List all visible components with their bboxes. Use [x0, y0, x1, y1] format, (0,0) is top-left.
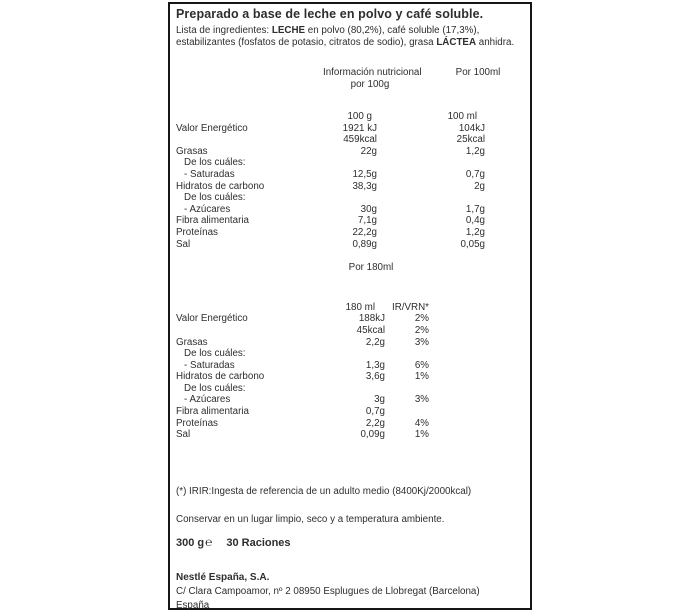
row-value-180ml: 45kcal [356, 324, 385, 336]
column-header-row [170, 111, 530, 123]
nutrition-header-line2: por 100g [350, 78, 390, 90]
column-header-100g: 100 g [347, 111, 372, 122]
nutrition-header-180ml: Por 180ml [348, 262, 394, 274]
row-label: Sal [176, 429, 191, 441]
row-value-180ml: 2,2g [365, 336, 385, 348]
row-value-180ml: 188kJ [358, 313, 385, 325]
row-value-100ml: 1,2g [465, 226, 485, 238]
row-value-100ml: 0,05g [460, 238, 485, 250]
row-value-180ml: 1,3g [365, 359, 385, 371]
row-label: De los cuáles: [184, 192, 246, 204]
label-border-box [168, 2, 532, 610]
row-value-100g: 12,5g [352, 168, 377, 180]
row-label: De los cuáles: [184, 382, 246, 394]
nutrition-header-line1: Información nutricional [323, 67, 422, 78]
row-label [176, 134, 287, 146]
table-row [170, 227, 530, 239]
manufacturer-address: C/ Clara Campoamor, nº 2 08950 Esplugues de Llobregat (Barcelona) [176, 585, 480, 597]
row-label: Valor Energético [176, 122, 248, 134]
row-value-180ml: 2,2g [365, 417, 385, 429]
table-row [170, 146, 530, 158]
table-row [170, 383, 530, 395]
row-value-180ml: 3,6g [365, 371, 385, 383]
row-label: - Azúcares [184, 394, 231, 406]
nutrition-header-100g [170, 67, 530, 90]
row-label: De los cuáles: [184, 157, 246, 169]
row-label: - Azúcares [184, 203, 231, 215]
table-row [170, 406, 530, 418]
table-row [170, 313, 530, 325]
row-label: Hidratos de carbono [176, 180, 265, 192]
row-value-180ml: 0,09g [360, 429, 385, 441]
table-row [170, 134, 530, 146]
nutrition-header-per-100ml: Por 100ml [455, 67, 501, 78]
row-label: De los cuáles: [184, 348, 246, 360]
table-row [170, 181, 530, 193]
column-header-100ml: 100 ml [447, 111, 477, 122]
product-title: Preparado a base de leche en polvo y café soluble. [176, 7, 484, 21]
manufacturer-country: España [176, 599, 210, 611]
manufacturer-block [176, 571, 524, 613]
row-value-100g: 7,1g [357, 215, 377, 227]
row-value-100g: 38,3g [352, 180, 377, 192]
table-row [170, 192, 530, 204]
table-row [170, 394, 530, 406]
row-value-100ml: 0,7g [465, 168, 485, 180]
column-header-row [170, 302, 530, 314]
table-row [170, 360, 530, 372]
row-label: Proteínas [176, 226, 218, 238]
row-label: Hidratos de carbono [176, 371, 265, 383]
row-value-irvrn: 1% [414, 429, 429, 441]
ingredient-lactea: LÁCTEA [436, 37, 477, 48]
manufacturer-name: Nestlé España, S.A. [176, 571, 270, 583]
row-value-irvrn: 2% [414, 313, 429, 325]
row-value-irvrn [385, 406, 429, 418]
nutrition-table-180ml [170, 302, 530, 441]
servings-count: 30 Raciones [226, 536, 291, 549]
row-value-100ml: 2g [474, 180, 485, 192]
row-value-100g: 1921 kJ [342, 122, 377, 134]
table-row [170, 169, 530, 181]
row-value-irvrn: 3% [414, 336, 429, 348]
row-value-irvrn: 6% [414, 359, 429, 371]
row-value-100ml: 1,2g [465, 145, 485, 157]
table-row [170, 325, 530, 337]
ingredients-text [176, 25, 522, 49]
table-row [170, 337, 530, 349]
row-value-180ml: 0,7g [365, 406, 385, 418]
row-label: - Saturadas [184, 168, 235, 180]
row-value-100g: 22g [360, 145, 377, 157]
row-value-100ml: 104kJ [458, 122, 485, 134]
row-value-100g: 22,2g [352, 226, 377, 238]
row-value-100ml: 25kcal [456, 134, 485, 146]
estimated-sign: ℮ [205, 534, 213, 549]
row-value-100g: 30g [360, 203, 377, 215]
net-weight-line [176, 536, 524, 550]
ingredients-suffix: anhidra. [476, 37, 515, 48]
net-weight: 300 g [176, 536, 205, 549]
row-label: Sal [176, 238, 191, 250]
row-value-irvrn: 4% [414, 417, 429, 429]
row-label: Fibra alimentaria [176, 406, 249, 418]
ingredient-milk: LECHE [271, 25, 306, 36]
table-row [170, 429, 530, 441]
row-value-100g: 0,89g [352, 238, 377, 250]
row-value-100ml: 0,4g [465, 215, 485, 227]
column-header-180ml: 180 ml [345, 301, 375, 313]
row-value-irvrn: 1% [414, 371, 429, 383]
table-row [170, 239, 530, 251]
row-value-100ml: 1,7g [465, 203, 485, 215]
row-label: Valor Energético [176, 313, 248, 325]
row-label: Grasas [176, 145, 208, 157]
row-value-100g: 459kcal [343, 134, 377, 146]
footnote-reference-intake: (*) IRIR:Ingesta de referencia de un adulto medio (8400Kj/2000kcal) [176, 485, 472, 497]
ingredients-prefix: Lista de ingredientes: [176, 25, 272, 36]
row-label [176, 325, 295, 337]
ingredients-middle: en polvo (80,2%), café soluble (17,3%), estabilizantes (fosfatos de potasio, citratos de sodio), grasa [176, 25, 480, 48]
row-label: - Saturadas [184, 359, 235, 371]
row-value-180ml: 3g [374, 394, 385, 406]
row-value-irvrn: 3% [414, 394, 429, 406]
storage-instructions: Conservar en un lugar limpio, seco y a temperatura ambiente. [176, 513, 445, 525]
row-value-irvrn: 2% [414, 324, 429, 336]
table-row [170, 123, 530, 135]
table-row [170, 371, 530, 383]
row-label: Fibra alimentaria [176, 215, 249, 227]
nutrition-table-100g [170, 111, 530, 250]
table-row [170, 348, 530, 360]
row-label: Grasas [176, 336, 208, 348]
nutrition-header-title [323, 67, 422, 90]
table-row [170, 157, 530, 169]
table-row [170, 215, 530, 227]
table-row [170, 204, 530, 216]
column-header-irvrn: IR/VRN* [391, 301, 429, 313]
table-row [170, 418, 530, 430]
row-label: Proteínas [176, 417, 218, 429]
